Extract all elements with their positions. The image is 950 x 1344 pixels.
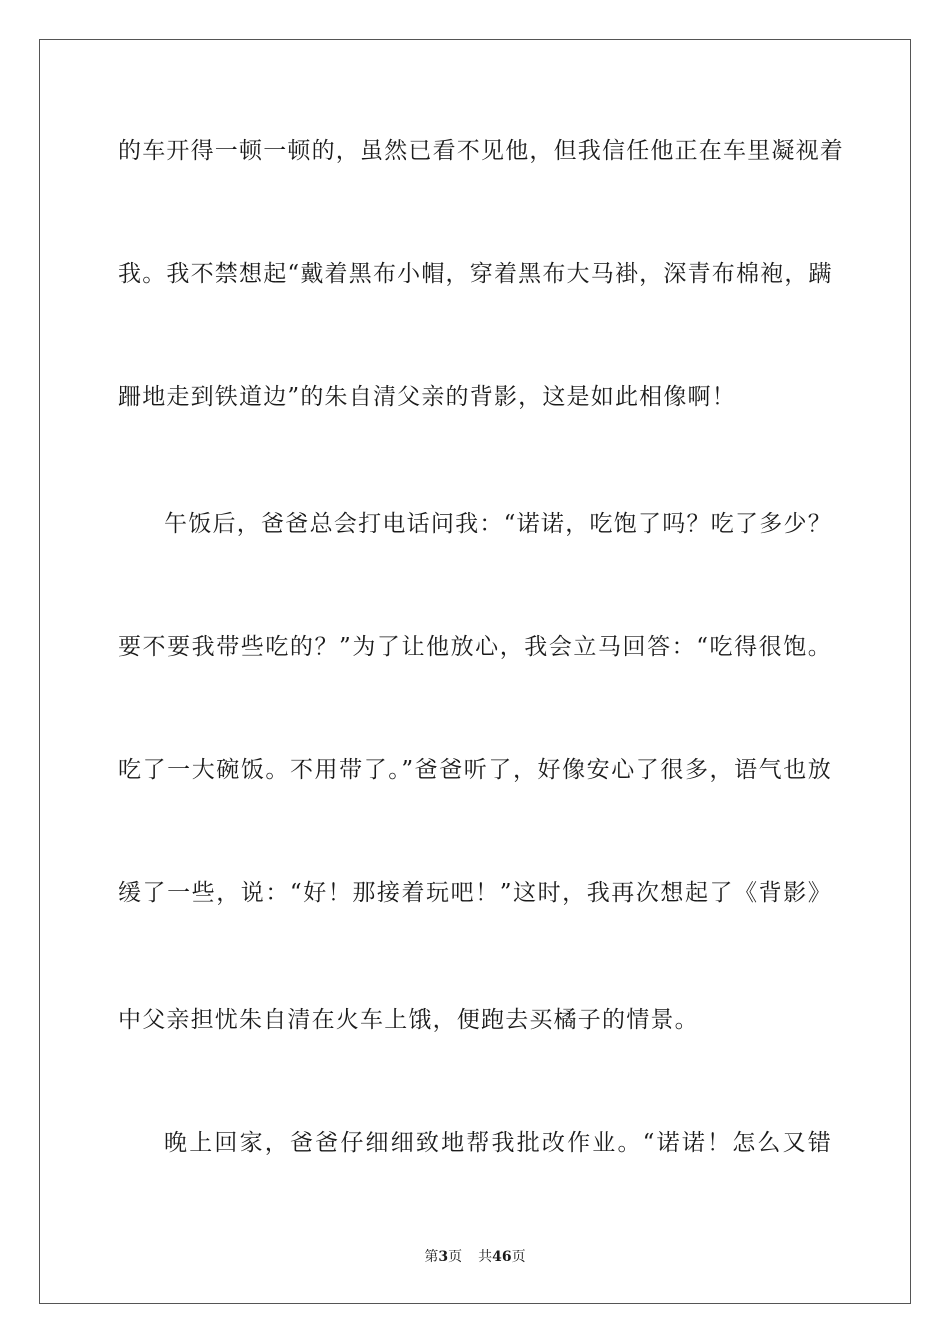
paragraph-line-5: 要不要我带些吃的？”为了让他放心，我会立马回答：“吃得很饱。 — [118, 634, 832, 660]
page-footer — [0, 1248, 950, 1266]
paragraph-line-3: 跚地走到铁道边”的朱自清父亲的背影，这是如此相像啊！ — [118, 384, 736, 410]
total-prefix: 共 — [478, 1249, 493, 1265]
paragraph-line-7: 缓了一些，说：“好！那接着玩吧！”这时，我再次想起了《背影》 — [118, 880, 832, 906]
page-border — [39, 39, 911, 1304]
paragraph-line-9: 晚上回家，爸爸仔细细致地帮我批改作业。“诺诺！怎么又错 — [164, 1130, 832, 1156]
page-current: 3 — [438, 1249, 449, 1265]
paragraph-line-8: 中父亲担忧朱自清在火车上饿，便跑去买橘子的情景。 — [118, 1007, 699, 1033]
paragraph-line-6: 吃了一大碗饭。不用带了。”爸爸听了，好像安心了很多，语气也放 — [118, 757, 832, 783]
page-prefix: 第 — [424, 1249, 439, 1265]
total-suffix: 页 — [511, 1249, 526, 1265]
paragraph-line-4: 午饭后，爸爸总会打电话问我：“诺诺，吃饱了吗？吃了多少？ — [164, 511, 832, 537]
page-total: 46 — [492, 1249, 512, 1265]
paragraph-line-1: 的车开得一顿一顿的，虽然已看不见他，但我信任他正在车里凝视着 — [118, 138, 844, 164]
paragraph-line-2: 我。我不禁想起“戴着黑布小帽，穿着黑布大马褂，深青布棉袍，蹒 — [118, 261, 833, 287]
page-suffix: 页 — [448, 1249, 463, 1265]
